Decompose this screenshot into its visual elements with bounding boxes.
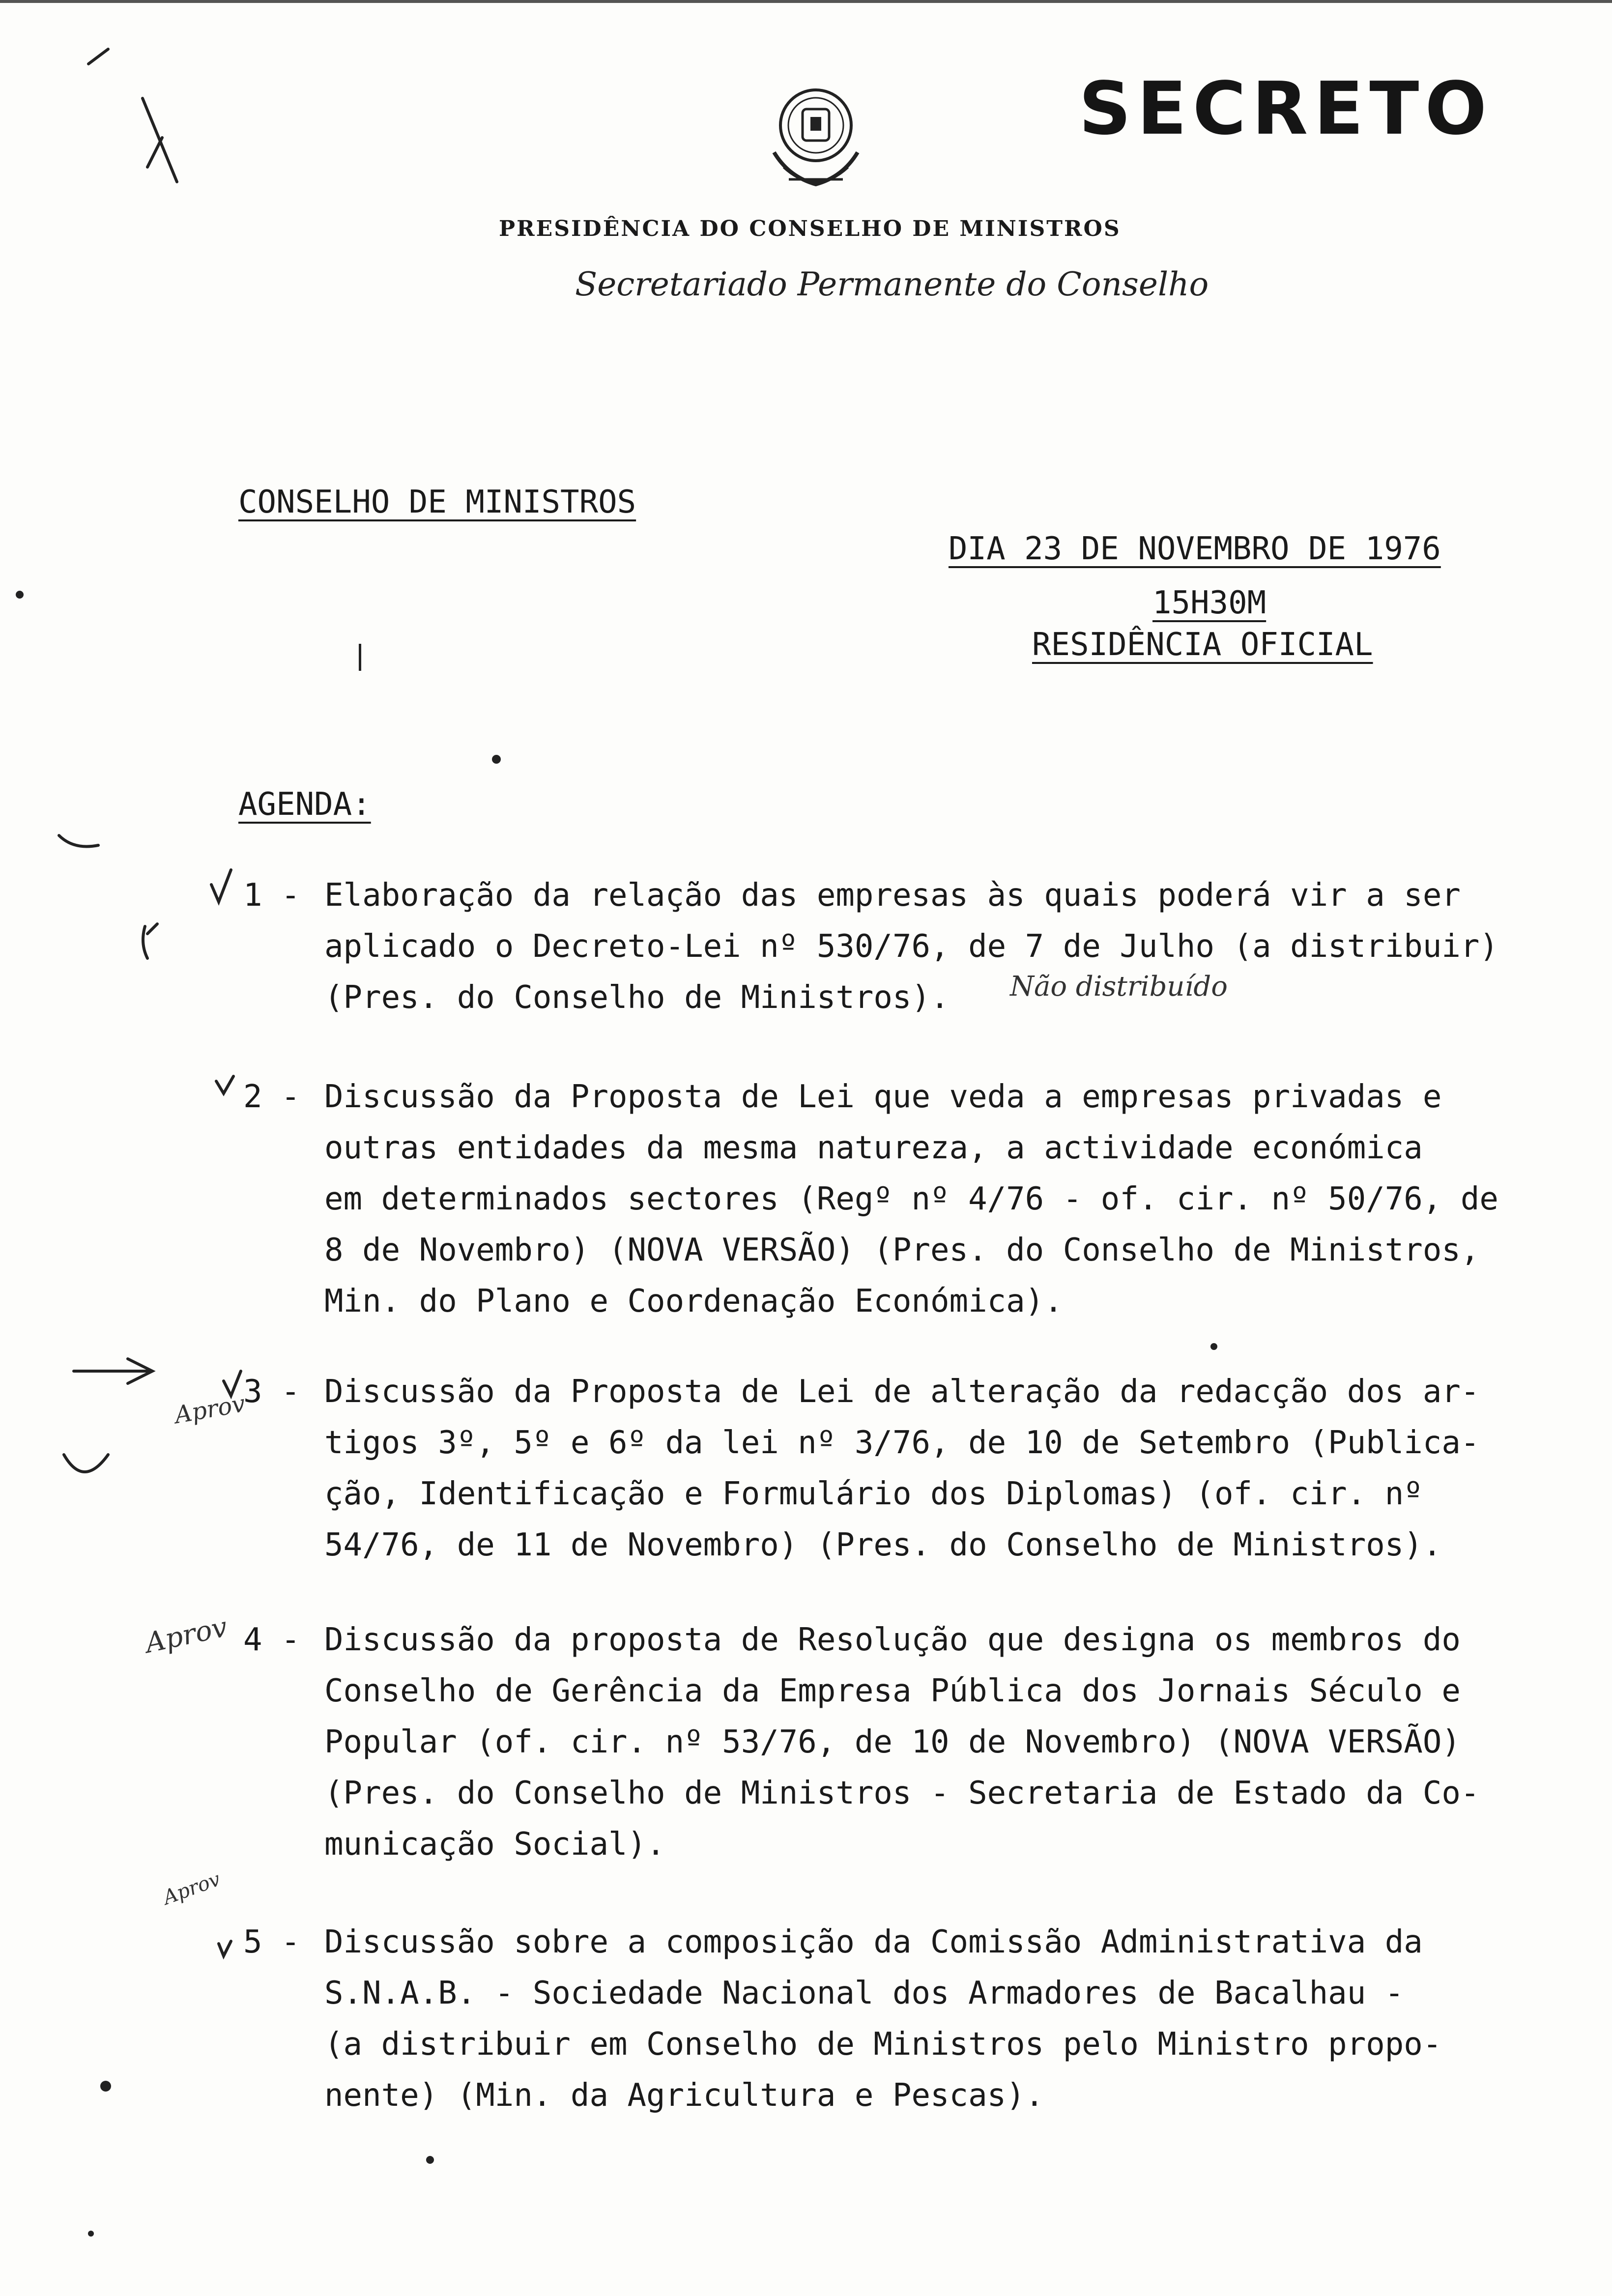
handwritten-note-item5: Aprov [160, 1867, 224, 1910]
agenda-item [243, 1366, 1573, 1571]
bracket-mark [59, 835, 98, 847]
ink-dot [88, 2231, 94, 2237]
agenda-item-number: 5 - [243, 1924, 300, 1960]
coat-of-arms-icon [759, 79, 872, 201]
ink-dot [16, 591, 24, 599]
meeting-date: DIA 23 DE NOVEMBRO DE 1976 [949, 531, 1441, 567]
meeting-time: 15H30M [1152, 585, 1267, 621]
handwritten-note-item3: Aprov [173, 1389, 248, 1430]
check-mark-icon [216, 1076, 233, 1093]
agenda-item-number: 1 - [243, 877, 300, 914]
department-name: Secretariado Permanente do Conselho [575, 265, 1209, 303]
agenda-item-text: Elaboração da relação das empresas às quais poderá vir a ser aplicado o Decreto-Lei nº 530/76, de 7 de Julho (a distribuir) (Pres. do Conselho de Ministros). [324, 877, 1498, 1016]
meeting-place: RESIDÊNCIA OFICIAL [1032, 627, 1373, 663]
classification-stamp: SECRETO [1079, 66, 1493, 151]
bracket-mark [64, 1455, 108, 1472]
agenda-item [243, 870, 1573, 1023]
agenda-item [243, 1917, 1573, 2121]
agenda-item-text: Discussão da Proposta de Lei que veda a empresas privadas e outras entidades da mesma natureza, a actividade económica em determinados sectores (Regº nº 4/76 - of. cir. nº 50/76, de 8 de Novembro) (NOVA VERSÃO) (Pres. do Conselho de Ministros, Min. do Plano e Coordenação Económica). [324, 1079, 1498, 1320]
ink-dot [1210, 1343, 1217, 1350]
agenda-item [243, 1071, 1573, 1327]
agenda-item [243, 1614, 1573, 1870]
scribble-mark [143, 98, 177, 182]
check-mark-icon [219, 1941, 231, 1956]
agenda-heading: AGENDA: [238, 786, 371, 823]
ink-dash [359, 644, 361, 671]
meeting-body: CONSELHO DE MINISTROS [238, 484, 636, 520]
agenda-item-number: 3 - [243, 1374, 300, 1410]
scribble-mark [88, 49, 108, 64]
agenda-item-number: 2 - [243, 1079, 300, 1115]
ink-dot [426, 2156, 434, 2164]
agenda-item-text: Discussão da Proposta de Lei de alteração da redacção dos ar- tigos 3º, 5º e 6º da lei nº 3/76, de 10 de Setembro (Publica- ção, Identificação e Formulário dos Diplomas) (of. cir. nº 54/76, de 11 de Novembro) (Pres. do Conselho de Ministros). [324, 1374, 1480, 1563]
scribble-mark [143, 924, 157, 958]
agenda-item-text: Discussão da proposta de Resolução que designa os membros do Conselho de Gerência da Empresa Pública dos Jornais Século e Popular (of. cir. nº 53/76, de 10 de Novembro) (NOVA VERSÃO) (Pres. do Conselho de Ministros - Secretaria de Estado da Co- municação Social). [324, 1622, 1480, 1863]
arrow-icon [74, 1359, 152, 1383]
agenda-item-number: 4 - [243, 1622, 300, 1658]
ink-dot [100, 2081, 111, 2092]
check-mark-icon [211, 870, 231, 902]
agenda-item-text: Discussão sobre a composição da Comissão Administrativa da S.N.A.B. - Sociedade Nacional dos Armadores de Bacalhau - (a distribuir em Conselho de Ministros pelo Ministro propo- nente) (Min. da Agricultura e Pescas). [324, 1924, 1442, 2114]
ink-dot [492, 755, 501, 764]
handwritten-note-item1: Não distribuído [1010, 971, 1228, 1003]
page-top-edge [0, 0, 1612, 3]
handwritten-note-item4: Aprov [143, 1611, 230, 1660]
institution-name: PRESIDÊNCIA DO CONSELHO DE MINISTROS [499, 216, 1121, 241]
